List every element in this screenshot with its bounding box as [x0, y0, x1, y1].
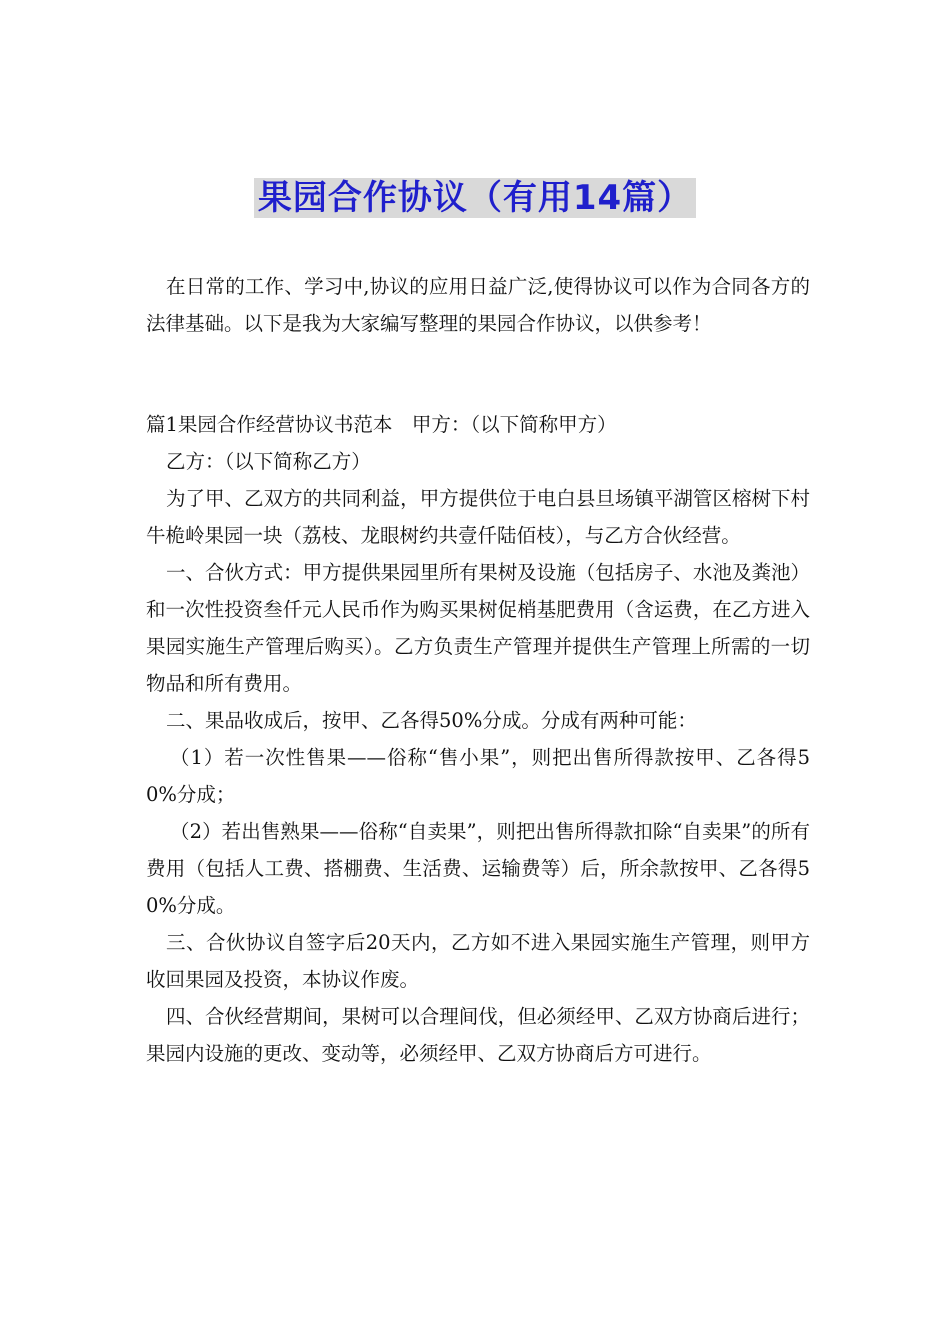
clause-3-paragraph: 三、合伙协议自签字后20天内，乙方如不进入果园实施生产管理，则甲方收回果园及投资，本协议作废。	[146, 931, 810, 991]
clause-2-paragraph: 二、果品收成后，按甲、乙各得50%分成。分成有两种可能：	[166, 709, 697, 732]
title-container	[0, 178, 950, 218]
clause-2-item-2-paragraph: （2）若出售熟果——俗称“自卖果”，则把出售所得款扣除“自卖果”的所有费用（包括人工费、搭棚费、生活费、运输费等）后，所余款按甲、乙各得50%分成。	[146, 820, 810, 917]
clause-1-paragraph: 一、合伙方式：甲方提供果园里所有果树及设施（包括房子、水池及粪池）和一次性投资叁仟元人民币作为购买果树促梢基肥费用（含运费，在乙方进入果园实施生产管理后购买）。乙方负责生产管理并提供生产管理上所需的一切物品和所有费用。	[146, 561, 810, 695]
section-heading-paragraph: 篇1果园合作经营协议书范本 甲方：（以下简称甲方）	[146, 413, 617, 436]
clause-4-paragraph: 四、合伙经营期间，果树可以合理间伐，但必须经甲、乙双方协商后进行；果园内设施的更改、变动等，必须经甲、乙双方协商后方可进行。	[146, 1005, 810, 1065]
clause-2-item-1-paragraph: （1）若一次性售果——俗称“售小果”，则把出售所得款按甲、乙各得50%分成；	[146, 746, 810, 806]
document-title: 果园合作协议（有用14篇）	[254, 178, 696, 218]
intro-paragraph: 在日常的工作、学习中,协议的应用日益广泛,使得协议可以作为合同各方的法律基础。以下是我为大家编写整理的果园合作协议，以供参考！	[146, 275, 810, 335]
document-body	[146, 268, 810, 1072]
purpose-paragraph: 为了甲、乙双方的共同利益，甲方提供位于电白县旦场镇平湖管区榕树下村牛桅岭果园一块（荔枝、龙眼树约共壹仟陆佰枝），与乙方合伙经营。	[146, 487, 810, 547]
party-b-paragraph: 乙方：（以下简称乙方）	[166, 450, 371, 473]
